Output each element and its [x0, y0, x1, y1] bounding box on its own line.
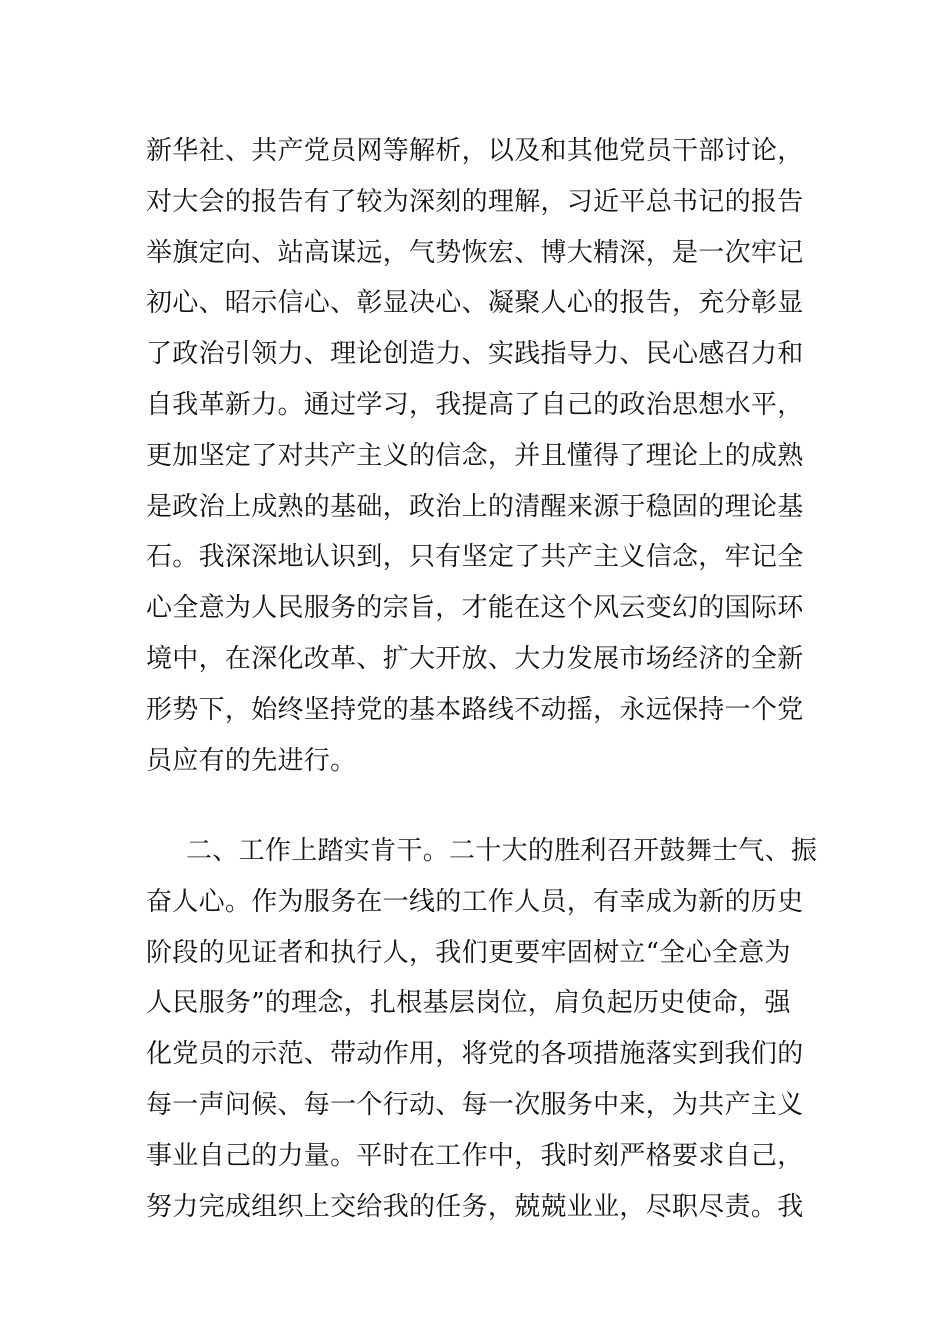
text-line: 心全意为人民服务的宗旨，才能在这个风云变幻的国际环: [146, 593, 804, 624]
text-line: 对大会的报告有了较为深刻的理解，习近平总书记的报告: [146, 186, 804, 217]
text-line: 新华社、共产党员网等解析，以及和其他党员干部讨论，: [146, 136, 804, 166]
text-line: 初心、昭示信心、彰显决心、凝聚人心的报告，充分彰显: [146, 288, 804, 319]
text-line: 人民服务”的理念，扎根基层岗位，肩负起历史使命，强: [146, 988, 791, 1019]
paragraph-2: [146, 826, 818, 1232]
text-line: 努力完成组织上交给我的任务，兢兢业业，尽职尽责。我: [146, 1191, 804, 1222]
text-line-indented: 二、工作上踏实肯干。二十大的胜利召开鼓舞士气、振: [186, 836, 818, 866]
text-line: 境中，在深化改革、扩大开放、大力发展市场经济的全新: [146, 643, 804, 674]
text-line: 自我革新力。通过学习，我提高了自己的政治思想水平，: [146, 389, 804, 420]
text-line: 员应有的先进行。: [146, 745, 357, 776]
text-line: 阶段的见证者和执行人，我们更要牢固树立“全心全意为: [146, 937, 791, 968]
paragraph-1: [146, 126, 808, 786]
text-line: 化党员的示范、带动作用，将党的各项措施落实到我们的: [146, 1039, 804, 1070]
text-line: 事业自己的力量。平时在工作中，我时刻严格要求自己，: [146, 1140, 804, 1171]
text-line: 举旗定向、站高谋远，气势恢宏、博大精深，是一次牢记: [146, 237, 804, 268]
text-line: 形势下，始终坚持党的基本路线不动摇，永远保持一个党: [146, 694, 804, 725]
text-line: 更加坚定了对共产主义的信念，并且懂得了理论上的成熟: [146, 440, 804, 471]
text-line: 每一声问候、每一个行动、每一次服务中来，为共产主义: [146, 1089, 804, 1120]
text-line: 石。我深深地认识到，只有坚定了共产主义信念，牢记全: [146, 542, 804, 573]
text-line: 是政治上成熟的基础，政治上的清醒来源于稳固的理论基: [146, 491, 804, 522]
text-line: 了政治引领力、理论创造力、实践指导力、民心感召力和: [146, 339, 804, 370]
text-line: 奋人心。作为服务在一线的工作人员，有幸成为新的历史: [146, 886, 804, 917]
